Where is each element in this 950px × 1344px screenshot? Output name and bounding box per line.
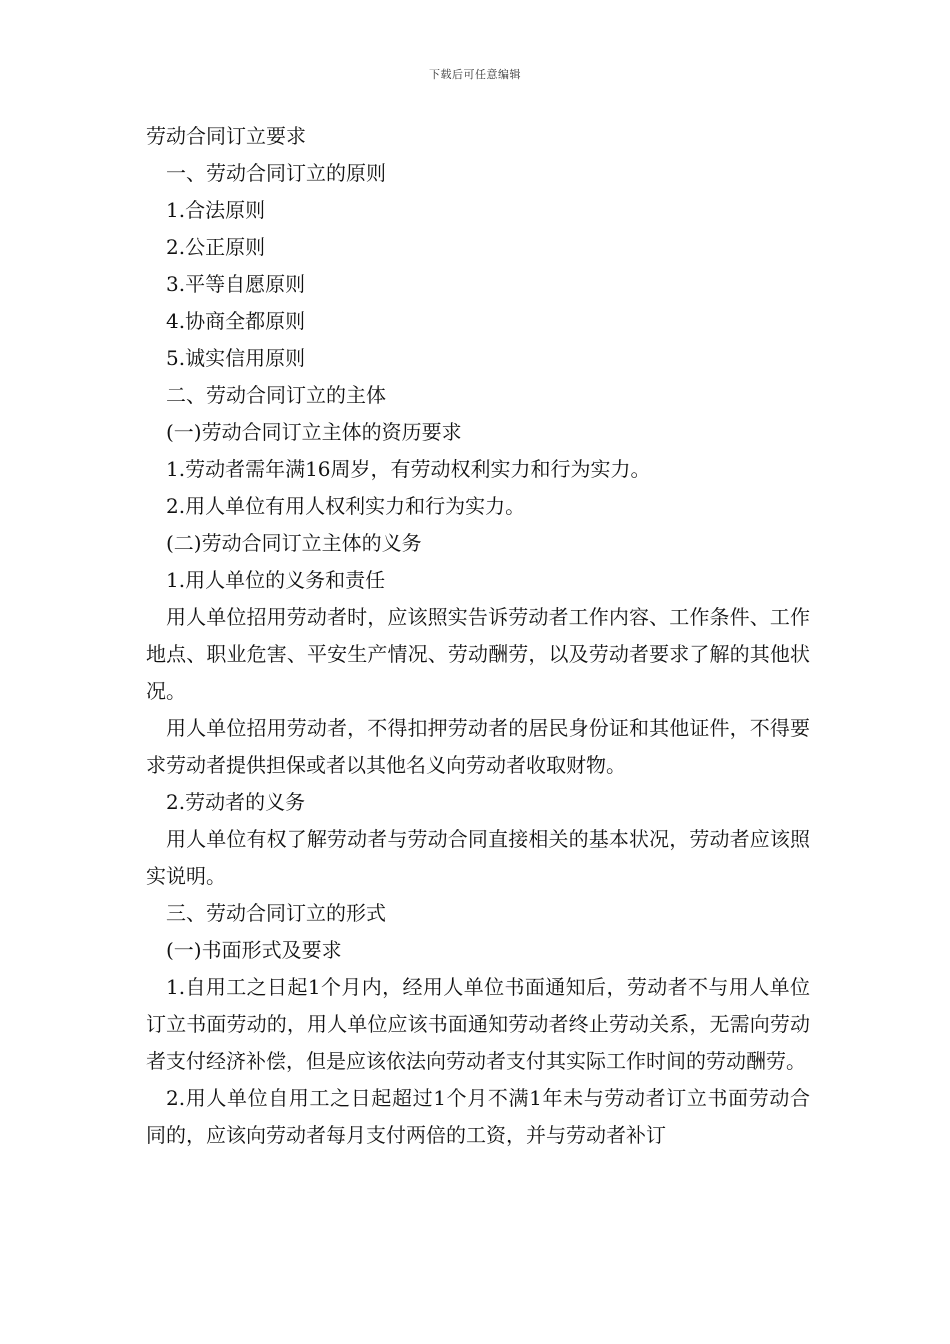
paragraph: 用人单位招用劳动者，不得扣押劳动者的居民身份证和其他证件，不得要求劳动者提供担保或者以其他名义向劳动者收取财物。: [146, 716, 810, 777]
qualification-item: 2.用人单位有用人权利实力和行为实力。: [166, 494, 526, 518]
header-note: 下载后可任意编辑: [429, 68, 521, 81]
section-heading-3: 三、劳动合同订立的形式: [166, 901, 386, 925]
principle-item: 2.公正原则: [166, 235, 266, 259]
document-title: 劳动合同订立要求: [146, 124, 306, 148]
subsection-heading: (一)劳动合同订立主体的资历要求: [166, 420, 462, 444]
section-heading-2: 二、劳动合同订立的主体: [166, 383, 386, 407]
paragraph: 1.自用工之日起1个月内，经用人单位书面通知后，劳动者不与用人单位订立书面劳动的，用人单位应该书面通知劳动者终止劳动关系，无需向劳动者支付经济补偿，但是应该依法向劳动者支付其实际工作时间的劳动酬劳。: [146, 975, 810, 1073]
subsection-heading: (二)劳动合同订立主体的义务: [166, 531, 422, 555]
principle-item: 5.诚实信用原则: [166, 346, 306, 370]
subsection-heading: (一)书面形式及要求: [166, 938, 342, 962]
section-heading-1: 一、劳动合同订立的原则: [166, 161, 386, 185]
paragraph: 2.用人单位自用工之日起超过1个月不满1年未与劳动者订立书面劳动合同的，应该向劳动者每月支付两倍的工资，并与劳动者补订: [146, 1086, 810, 1147]
document-body: [146, 118, 810, 1154]
principle-item: 1.合法原则: [166, 198, 266, 222]
obligation-heading: 2.劳动者的义务: [166, 790, 306, 814]
qualification-item: 1.劳动者需年满16周岁，有劳动权利实力和行为实力。: [166, 457, 651, 481]
principle-item: 3.平等自愿原则: [166, 272, 306, 296]
obligation-heading: 1.用人单位的义务和责任: [166, 568, 386, 592]
paragraph: 用人单位招用劳动者时，应该照实告诉劳动者工作内容、工作条件、工作地点、职业危害、平安生产情况、劳动酬劳，以及劳动者要求了解的其他状况。: [146, 605, 810, 703]
paragraph: 用人单位有权了解劳动者与劳动合同直接相关的基本状况，劳动者应该照实说明。: [146, 827, 810, 888]
principle-item: 4.协商全都原则: [166, 309, 306, 333]
